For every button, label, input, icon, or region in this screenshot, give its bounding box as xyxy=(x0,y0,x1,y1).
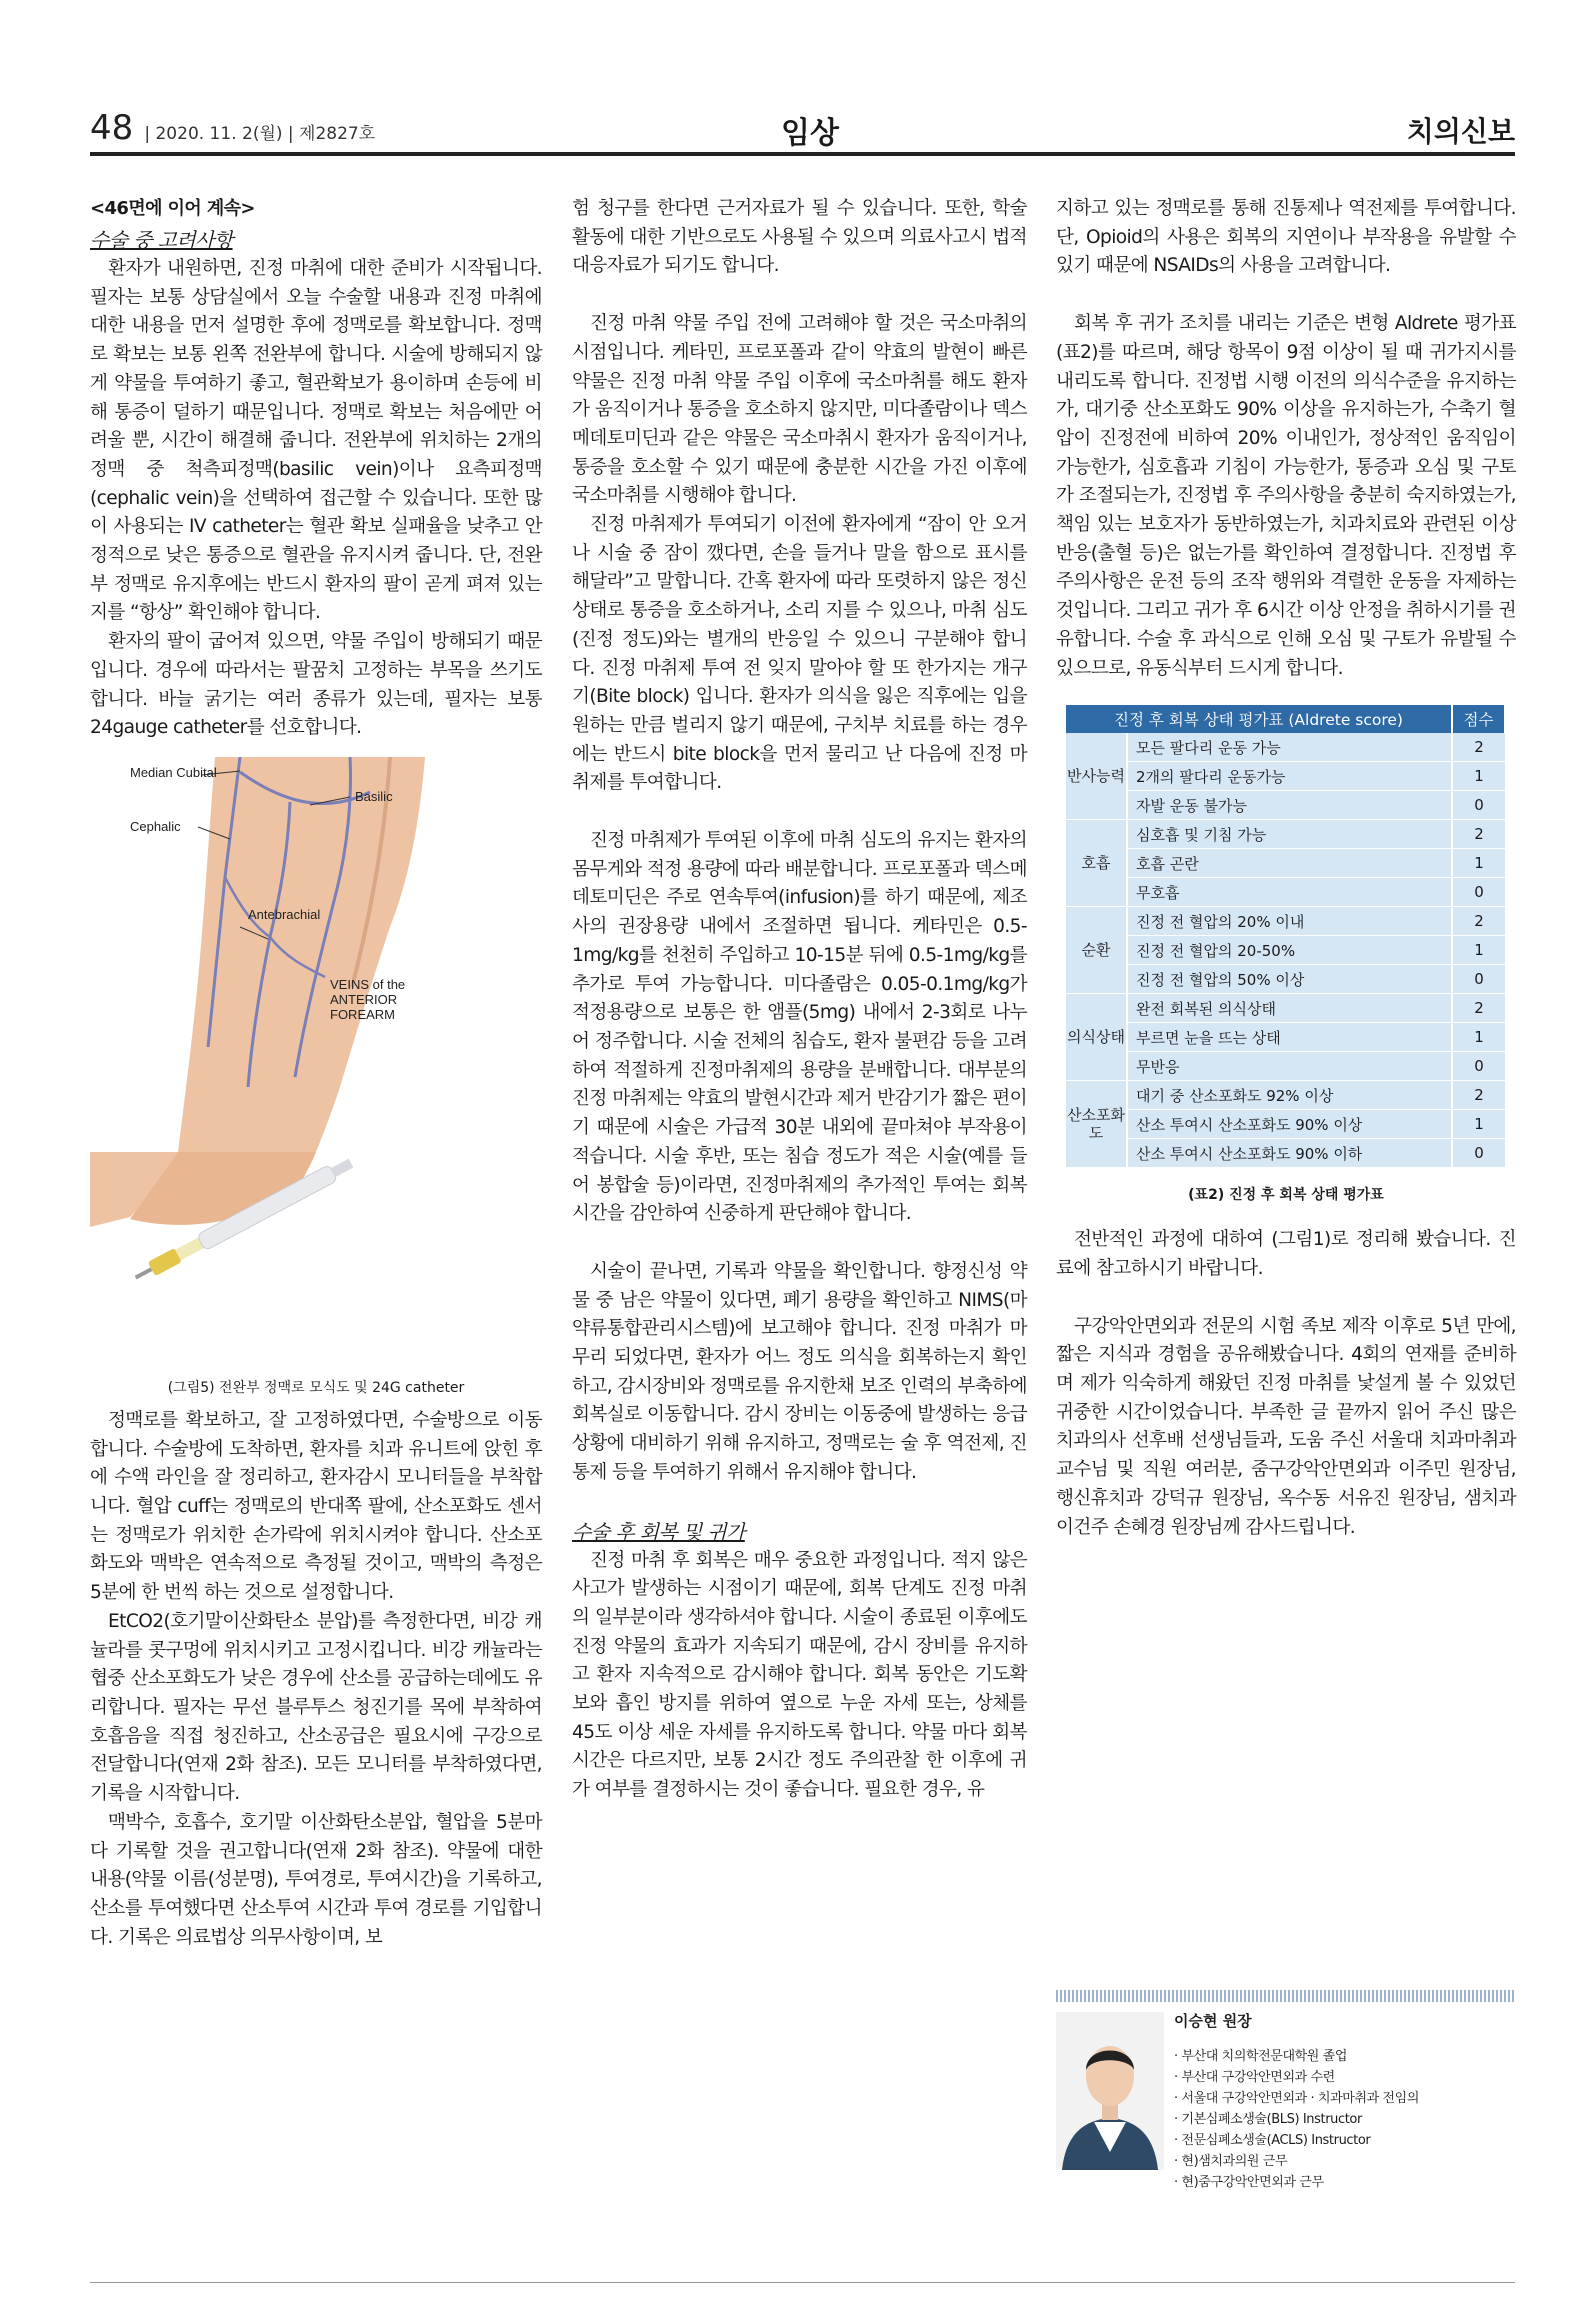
column-3 xyxy=(1056,195,1516,1542)
paragraph: 정맥로를 확보하고, 잘 고정하였다면, 수술방으로 이동합니다. 수술방에 도착하면, 환자를 치과 유니트에 앉힌 후에 수액 라인을 잘 정리하고, 환자감시 모니터들을 부착합니다. 혈압 cuff는 정맥로의 반대쪽 팔에, 산소포화도 센서는 정맥로가 위치한 손가락에 위치시켜야 합니다. 산소포화도와 맥박은 연속적으로 측정될 것이고, 맥박의 측정은 5분에 한 번씩 하는 것으로 설정합니다. xyxy=(90,1409,542,1604)
bio-item: · 부산대 치의학전문대학원 졸업 xyxy=(1174,2049,1347,2064)
table-score: 1 xyxy=(1452,1110,1505,1139)
table-item: 무호흡 xyxy=(1127,878,1452,907)
aldrete-table-wrap xyxy=(1066,705,1506,1204)
page-number: 48 xyxy=(90,108,134,148)
table-item: 무반응 xyxy=(1127,1052,1452,1081)
table-category: 산소포화도 xyxy=(1066,1081,1127,1168)
footer-rule xyxy=(90,2282,1515,2283)
paragraph: 회복 후 귀가 조치를 내리는 기준은 변형 Aldrete 평가표(표2)를 따르며, 해당 항목이 9점 이상이 될 때 귀가지시를 내리도록 합니다. 진정법 시행 이전의 의식수준을 유지하는가, 대기중 산소포화도 90% 이상을 유지하는가, 수축기 혈압이 진정전에 비하여 20% 이내인가, 정상적인 움직임이 가능한가, 심호흡과 기침이 가능한가, 통증과 오심 및 구토가 조절되는가, 진정법 후 주의사항을 충분히 숙지하였는가, 책임 있는 보호자가 동반하였는가, 치과치료와 관련된 이상 반응(출혈 등)은 없는가를 확인하여 결정합니다. 진정법 후 주의사항은 운전 등의 조작 행위와 격렬한 운동을 자제하는 것입니다. 그리고 귀가 후 6시간 이상 안정을 취하시기를 권유합니다. 수술 후 과식으로 인해 오심 및 구토가 유발될 수 있으므로, 유동식부터 드시게 합니다. xyxy=(1056,313,1516,679)
paragraph: 환자가 내원하면, 진정 마취에 대한 준비가 시작됩니다. 필자는 보통 상담실에서 오늘 수술할 내용과 진정 마취에 대한 내용을 먼저 설명한 후에 정맥로를 확보합니다. 정맥로 확보는 보통 왼쪽 전완부에 합니다. 시술에 방해되지 않게 약물을 투여하기 좋고, 혈관확보가 용이하며 손등에 비해 통증이 덜하기 때문입니다. 정맥로 확보는 처음에만 어려울 뿐, 시간이 해결해 줍니다. 전완부에 위치하는 2개의 정맥 중 척측피정맥(basilic vein)이나 요측피정맥(cephalic vein)을 선택하여 접근할 수 있습니다. 또한 많이 사용되는 IV catheter는 혈관 확보 실패율을 낮추고 안정적으로 낮은 통증으로 혈관을 유지시켜 줍니다. 단, 전완부 정맥로 유지후에는 반드시 환자의 팔이 곧게 펴져 있는지를 “항상” 확인해야 합니다. xyxy=(90,258,542,624)
paragraph: 구강악안면외과 전문의 시험 족보 제작 이후로 5년 만에, 짧은 지식과 경험을 공유해봤습니다. 4회의 연재를 준비하며 제가 익숙하게 해왔던 진정 마취를 낯설게 볼 수 있었던 귀중한 시간이었습니다. 부족한 글 끝까지 읽어 주신 많은 치과의사 선후배 선생님들과, 도움 주신 서울대 치과마취과 교수님 및 직원 여러분, 줌구강악안면외과 이주민 원장님, 행신휴치과 강덕규 원장님, 옥수동 서유진 원장님, 샘치과 이건주 손혜경 원장님께 감사드립니다. xyxy=(1056,1315,1516,1538)
issue-date: | 2020. 11. 2(월) | 제2827호 xyxy=(144,124,376,144)
table-row xyxy=(1066,733,1505,762)
table-score: 1 xyxy=(1452,1023,1505,1052)
table-score: 0 xyxy=(1452,1052,1505,1081)
table-row xyxy=(1066,907,1505,936)
author-bio xyxy=(1174,2046,1419,2193)
paragraph: 전반적인 과정에 대하여 (그림1)로 정리해 봤습니다. 진료에 참고하시기 바랍니다. xyxy=(1056,1229,1516,1279)
table-score: 0 xyxy=(1452,1139,1505,1168)
table-score: 2 xyxy=(1452,994,1505,1023)
continued-note: <46면에 이어 계속> xyxy=(90,198,255,219)
bio-item: · 현)줌구강악안면외과 근무 xyxy=(1174,2175,1324,2190)
table-row xyxy=(1066,849,1505,878)
table-category: 호흡 xyxy=(1066,820,1127,907)
paragraph: 진정 마취제가 투여되기 이전에 환자에게 “잠이 안 오거나 시술 중 잠이 깼다면, 손을 들거나 말을 함으로 표시를 해달라”고 말합니다. 간혹 환자에 따라 또렷하지 않은 정신상태로 통증을 호소하거나, 소리 지를 수 있으나, 마취 심도(진정 정도)와는 별개의 반응일 수 있으니 구분해야 합니다. 진정 마취제 투여 전 잊지 말아야 할 또 한가지는 개구기(Bite block) 입니다. 환자가 의식을 잃은 직후에는 입을 원하는 만큼 벌리지 않기 때문에, 구치부 치료를 하는 경우에는 반드시 bite block을 먼저 물리고 난 다음에 진정 마취제를 투여합니다. xyxy=(572,514,1027,794)
table-score: 2 xyxy=(1452,820,1505,849)
table-row xyxy=(1066,1081,1505,1110)
table-header-score: 점수 xyxy=(1452,705,1505,733)
table-item: 호흡 곤란 xyxy=(1127,849,1452,878)
table-row xyxy=(1066,878,1505,907)
paragraph: EtCO2(호기말이산화탄소 분압)를 측정한다면, 비강 캐뉼라를 콧구멍에 위치시키고 고정시킵니다. 비강 캐뉼라는 협중 산소포화도가 낮은 경우에 산소를 공급하는데에도 유리합니다. 필자는 무선 블루투스 청진기를 목에 부착하여 호흡음을 직접 청진하고, 산소공급은 필요시에 구강으로 전달합니다(연재 2화 참조). 모든 모니터를 부착하였다면, 기록을 시작합니다. xyxy=(90,1610,542,1805)
table-score: 1 xyxy=(1452,849,1505,878)
table-score: 0 xyxy=(1452,965,1505,994)
subheading-recovery: 수술 후 회복 및 귀가 xyxy=(572,1519,745,1544)
label-median-cubital: Median Cubital xyxy=(130,764,217,780)
table-row xyxy=(1066,965,1505,994)
table-header-item: 진정 후 회복 상태 평가표 (Aldrete score) xyxy=(1066,705,1452,733)
table-category: 의식상태 xyxy=(1066,994,1127,1081)
table-item: 부르면 눈을 뜨는 상태 xyxy=(1127,1023,1452,1052)
column-1 xyxy=(90,195,542,1952)
table-row xyxy=(1066,1023,1505,1052)
table-item: 산소 투여시 산소포화도 90% 이상 xyxy=(1127,1110,1452,1139)
subheading-during-surgery: 수술 중 고려사항 xyxy=(90,228,233,252)
table-row xyxy=(1066,994,1505,1023)
figure-caption: (그림5) 전완부 정맥로 모식도 및 24G catheter xyxy=(167,1379,465,1396)
paragraph: 진정 마취제가 투여된 이후에 마취 심도의 유지는 환자의 몸무게와 적정 용량에 따라 배분합니다. 프로포폴과 덱스메데토미딘은 주로 연속투여(infusion)를 하기 때문에, 제조사의 권장용량 내에서 조절하면 됩니다. 케타민은 0.5-1mg/kg를 천천히 주입하고 10-15분 뒤에 0.5-1mg/kg를 추가로 투여 가능합니다. 미다졸람은 0.05-0.1mg/kg가 적정용량으로 보통은 한 앰플(5mg) 내에서 2-3회로 나누어 정주합니다. 시술 전체의 침습도, 환자 불편감 등을 고려하여 적절하게 진정마취제의 용량을 분배합니다. 대부분의 진정 마취제는 약효의 발현시간과 제거 반감기가 짧은 편이기 때문에 시술은 가급적 30분 내외에 끝마쳐야 부작용이 적습니다. 시술 후반, 또는 침습 정도가 적은 시술(예를 들어 봉합술 등)이라면, 진정마취제의 추가적인 투여는 회복시간을 감안하여 신중하게 판단해야 합니다. xyxy=(572,830,1027,1225)
table-item: 진정 전 혈압의 20-50% xyxy=(1127,936,1452,965)
table-row xyxy=(1066,936,1505,965)
table-item: 모든 팔다리 운동 가능 xyxy=(1127,733,1452,762)
bio-item: · 서울대 구강악안면외과 · 치과마취과 전임의 xyxy=(1174,2091,1419,2106)
bio-item: · 현)샘치과의원 근무 xyxy=(1174,2154,1288,2169)
table-category: 순환 xyxy=(1066,907,1127,994)
label-basilic: Basilic xyxy=(355,788,393,804)
table-item: 완전 회복된 의식상태 xyxy=(1127,994,1452,1023)
column-2 xyxy=(572,195,1027,1805)
label-veins-title: VEINS of the ANTERIOR FOREARM xyxy=(330,976,406,1022)
table-item: 진정 전 혈압의 20% 이내 xyxy=(1127,907,1452,936)
author-photo xyxy=(1056,2012,1164,2170)
header-left xyxy=(90,108,375,148)
label-antebrachial: Antebrachial xyxy=(248,906,321,922)
paragraph: 시술이 끝나면, 기록과 약물을 확인합니다. 향정신성 약물 중 남은 약물이 있다면, 폐기 용량을 확인하고 NIMS(마약류통합관리시스템)에 보고해야 합니다. 진정 마취가 마무리 되었다면, 환자가 어느 정도 의식을 회복하는지 확인하고, 감시장비와 정맥로를 유지한채 보조 인력의 부축하에 회복실로 이동합니다. 감시 장비는 이동중에 발생하는 응급상황에 대비하기 위해 유지하고, 정맥로는 술 후 역전제, 진통제 등을 투여하기 위해서 유지해야 합니다. xyxy=(572,1260,1027,1483)
aldrete-score-table xyxy=(1066,705,1506,1168)
author-divider xyxy=(1056,1990,1516,2002)
paragraph: 지하고 있는 정맥로를 통해 진통제나 역전제를 투여합니다. 단, Opioid의 사용은 회복의 지연이나 부작용을 유발할 수 있기 때문에 NSAIDs의 사용을 고려합니다. xyxy=(1056,198,1516,277)
table-item: 진정 전 혈압의 50% 이상 xyxy=(1127,965,1452,994)
newspaper-name: 치의신보 xyxy=(1406,115,1515,148)
table-row xyxy=(1066,820,1505,849)
table-row xyxy=(1066,1139,1505,1168)
label-cephalic: Cephalic xyxy=(130,818,181,834)
table-score: 2 xyxy=(1452,733,1505,762)
paragraph: 환자의 팔이 굽어져 있으면, 약물 주입이 방해되기 때문입니다. 경우에 따라서는 팔꿈치 고정하는 부목을 쓰기도 합니다. 바늘 굵기는 여러 종류가 있는데, 필자는 보통 24gauge catheter를 선호합니다. xyxy=(90,631,542,739)
table-score: 0 xyxy=(1452,878,1505,907)
table-item: 산소 투여시 산소포화도 90% 이하 xyxy=(1127,1139,1452,1168)
table-row xyxy=(1066,762,1505,791)
table-item: 대기 중 산소포화도 92% 이상 xyxy=(1127,1081,1452,1110)
table-caption: (표2) 진정 후 회복 상태 평가표 xyxy=(1188,1187,1384,1204)
table-score: 2 xyxy=(1452,1081,1505,1110)
table-category: 반사능력 xyxy=(1066,733,1127,820)
forearm-vein-figure xyxy=(90,757,542,1396)
bio-item: · 기본심폐소생술(BLS) Instructor xyxy=(1174,2112,1362,2127)
table-score: 1 xyxy=(1452,936,1505,965)
table-row xyxy=(1066,791,1505,820)
table-item: 심호흡 및 기침 가능 xyxy=(1127,820,1452,849)
paragraph: 진정 마취 후 회복은 매우 중요한 과정입니다. 적지 않은 사고가 발생하는 시점이기 때문에, 회복 단계도 진정 마취의 일부분이라 생각하셔야 합니다. 시술이 종료된 이후에도 진정 약물의 효과가 지속되기 때문에, 감시 장비를 유지하고 환자 지속적으로 감시해야 합니다. 회복 동안은 기도확보와 흡인 방지를 위하여 옆으로 누운 자세 또는, 상체를 45도 이상 세운 자세를 유지하도록 합니다. 약물 마다 회복시간은 다르지만, 보통 2시간 정도 주의관찰 한 이후에 귀가 여부를 결정하시는 것이 좋습니다. 필요한 경우, 유 xyxy=(572,1549,1027,1801)
table-row xyxy=(1066,1110,1505,1139)
table-score: 1 xyxy=(1452,762,1505,791)
paragraph: 험 청구를 한다면 근거자료가 될 수 있습니다. 또한, 학술 활동에 대한 기반으로도 사용될 수 있으며 의료사고시 법적 대응자료가 되기도 합니다. xyxy=(572,198,1027,277)
table-row xyxy=(1066,1052,1505,1081)
table-item: 자발 운동 불가능 xyxy=(1127,791,1452,820)
section-title: 임상 xyxy=(781,116,839,151)
paragraph: 맥박수, 호흡수, 호기말 이산화탄소분압, 혈압을 5분마다 기록할 것을 권고합니다(연재 2화 참조). 약물에 대한 내용(약물 이름(성분명), 투여경로, 투여시간)을 기록하고, 산소를 투여했다면 산소투여 시간과 투여 경로를 기입합니다. 기록은 의료법상 의무사항이며, 보 xyxy=(90,1811,542,1948)
author-box xyxy=(1056,1990,1516,2240)
table-item: 2개의 팔다리 운동가능 xyxy=(1127,762,1452,791)
paragraph: 진정 마취 약물 주입 전에 고려해야 할 것은 국소마취의 시점입니다. 케타민, 프로포폴과 같이 약효의 발현이 빠른 약물은 진정 마취 약물 주입 이후에 국소마취를 해도 환자가 움직이거나 통증을 호소하지 않지만, 미다졸람이나 덱스메데토미딘과 같은 약물은 국소마취시 환자가 움직이거나, 통증을 호소할 수 있기 때문에 충분한 시간을 가진 이후에 국소마취를 시행해야 합니다. xyxy=(572,313,1027,507)
page-header xyxy=(90,108,1515,156)
table-score: 2 xyxy=(1452,907,1505,936)
forearm-illustration xyxy=(90,757,542,1367)
table-score: 0 xyxy=(1452,791,1505,820)
bio-item: · 부산대 구강악안면외과 수련 xyxy=(1174,2070,1335,2085)
author-name: 이승현 원장 xyxy=(1174,2012,1252,2030)
bio-item: · 전문심폐소생술(ACLS) Instructor xyxy=(1174,2133,1371,2148)
